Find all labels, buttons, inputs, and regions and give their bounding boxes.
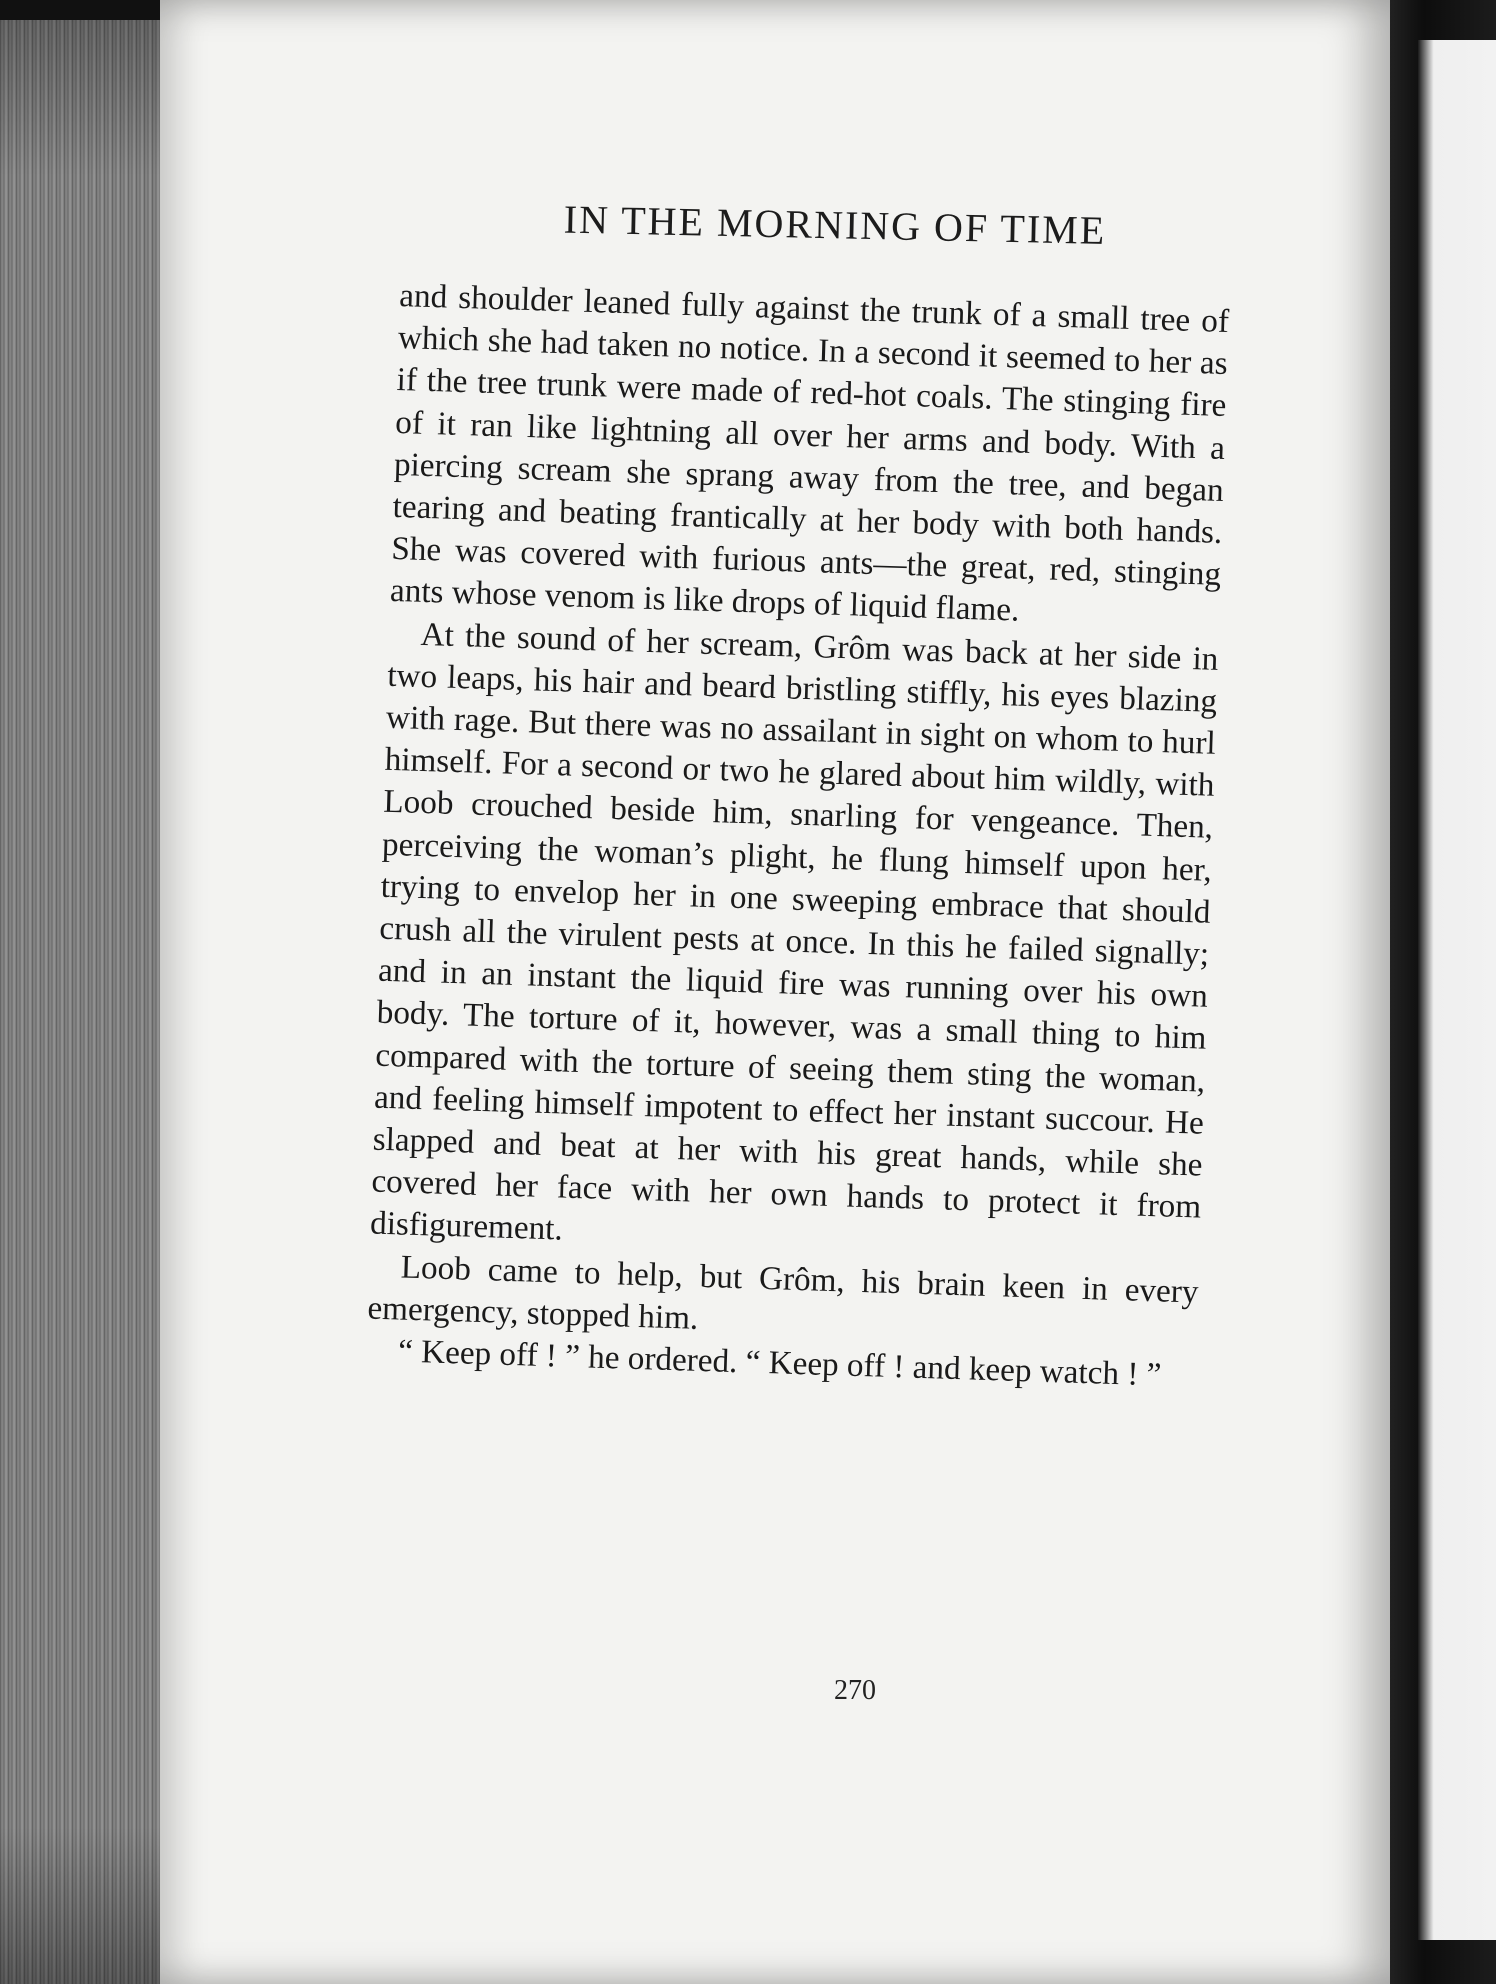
- paragraph-1: and shoulder leaned fully against the trunk of a small tree of which she had taken no notice. In a second it seemed to her as if the tree trunk were made of red-hot coals. The stinging fire of it ran like lightning all over her arms and body. With a piercing scream she sprang away from the tree, and began tearing and beating frantically at her body with both hands. She was covered with furious ants—the great, red, stinging ants whose venom is like drops of liquid flame.: [389, 276, 1230, 630]
- paragraph-2: At the sound of her scream, Grôm was back at her side in two leaps, his hair and beard bristling stiffly, his eyes blazing with rage. But there was no assailant in sight on whom to hurl himself. For a second or two he glared about him wildly, with Loob crouched beside him, snarling for vengeance. Then, perceiving the woman’s plight, he flung himself upon her, trying to envelop her in one sweeping embrace that should crush all the virulent pests at once. In this he failed signally; and in an instant the liquid fire was running over his own body. The torture of it, however, was a small thing to him compared with the torture of seeing them sting the woman, and feeling himself impotent to effect her instant succour. He slapped and beat at her with his great hands, while she covered her face with her own hands to protect it from disfigurement.: [369, 615, 1219, 1249]
- page-number: 270: [834, 1675, 876, 1706]
- body-text: [366, 275, 1230, 1398]
- book-page: [160, 0, 1390, 1984]
- paragraph-3: Loob came to help, but Grôm, his brain keen in every emergency, stopped him.: [366, 1248, 1200, 1337]
- paragraph-4: “ Keep off ! ” he ordered. “ Keep off ! and keep watch ! ”: [397, 1332, 1162, 1394]
- book-page-edges: [0, 20, 175, 1984]
- running-head: IN THE MORNING OF TIME: [563, 196, 1107, 253]
- facing-page-edge: [1418, 40, 1496, 1940]
